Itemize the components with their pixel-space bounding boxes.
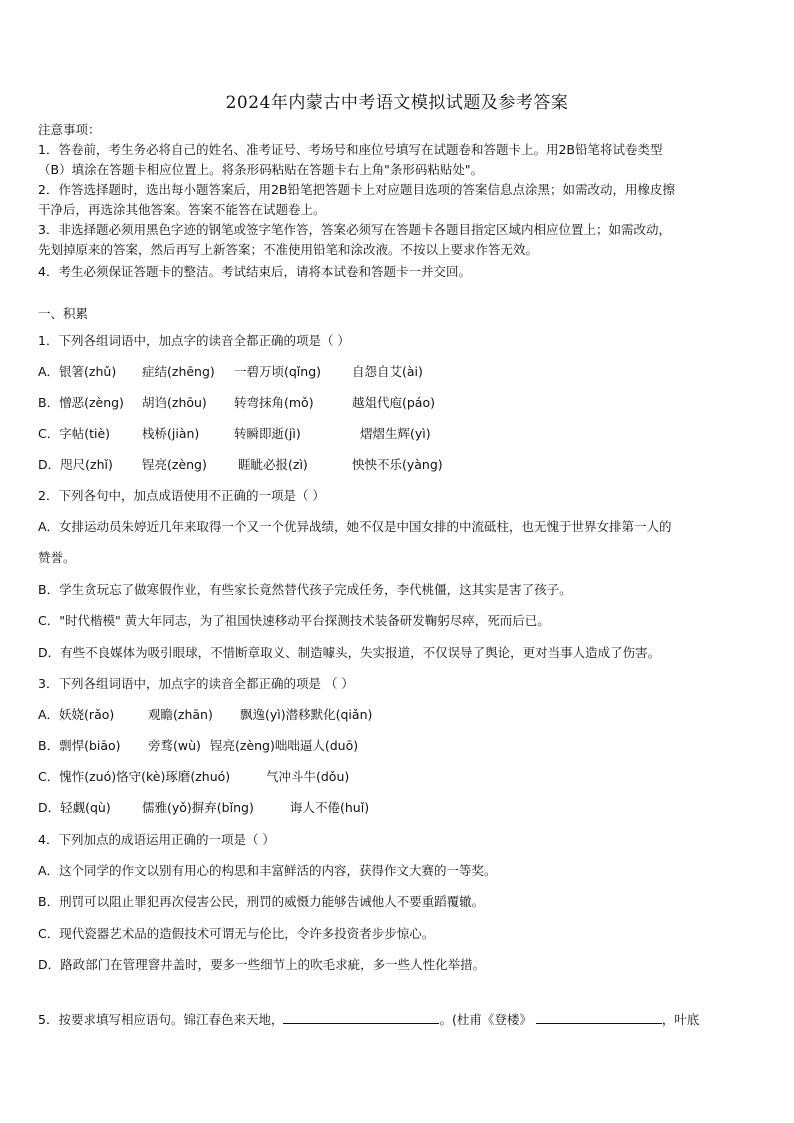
option-term: 栈桥(jiàn) [142, 426, 200, 441]
option-term: 旁骛(wù) [148, 738, 201, 753]
option-term: 症结(zhēng) [142, 364, 215, 379]
note-line: 4．考生必须保证答题卡的整洁。考试结束后，请将本试卷和答题卡一并交回。 [38, 264, 471, 279]
question-5-text: 。(杜甫《登楼》 [439, 1012, 532, 1027]
question-3-option-a [38, 707, 372, 723]
question-1-option-d [38, 457, 443, 473]
question-2-option-c: C．"时代楷模" 黄大年同志，为了祖国快速移动平台探测技术装备研发鞠躬尽瘁，死而后已。 [38, 613, 550, 628]
question-2-option-b: B．学生贪玩忘了做寒假作业，有些家长竟然替代孩子完成任务，李代桃僵，这其实是害了孩子。 [38, 582, 572, 597]
page-title: 2024年内蒙古中考语文模拟试题及参考答案 [225, 93, 569, 113]
option-term: A．银箸(zhǔ) [38, 364, 117, 379]
option-term: B．剽悍(biāo) [38, 738, 121, 753]
question-4-option-c: C．现代瓷器艺术品的造假技术可谓无与伦比，令许多投资者步步惊心。 [38, 926, 435, 941]
answer-blank-2[interactable] [536, 1011, 662, 1024]
option-term: C．字帖(tiè) [38, 426, 111, 441]
option-term: 一碧万顷(qǐng) [234, 364, 322, 379]
question-5-text: ，叶底 [661, 1012, 700, 1027]
question-4-option-b: B．刑罚可以阻止罪犯再次侵害公民，刑罚的威慑力能够告诫他人不要重蹈覆辙。 [38, 894, 485, 909]
question-3-option-c [38, 769, 349, 785]
question-1-option-b [38, 395, 435, 411]
notes-heading: 注意事项： [38, 122, 101, 137]
option-term: B．憎恶(zèng) [38, 395, 124, 410]
question-4-option-d: D．路政部门在管理窨井盖时，要多一些细节上的吹毛求疵，多一些人性化举措。 [38, 957, 486, 972]
option-term: 越俎代庖(páo) [352, 395, 435, 410]
option-term: 飘逸(yì)潜移默化(qiǎn) [240, 707, 373, 722]
option-term: D．咫尺(zhǐ) [38, 457, 113, 472]
option-term: 转瞬即逝(jì) [234, 426, 301, 441]
option-term: 儒雅(yǒ)摒弃(bǐng) [142, 800, 254, 815]
question-5 [38, 1011, 699, 1028]
note-line: 3．非选择题必须用黑色字迹的钢笔或签字笔作答，答案必须写在答题卡各题目指定区域内相应位置上；如需改动， [38, 222, 671, 237]
option-term: 自怨自艾(ài) [352, 364, 423, 379]
option-term: 胡诌(zhōu) [142, 395, 207, 410]
section-heading: 一、积累 [38, 306, 89, 321]
question-1-option-a [38, 364, 423, 380]
answer-blank-1[interactable] [283, 1011, 439, 1024]
option-term: 诲人不倦(huǐ) [290, 800, 370, 815]
question-3-stem: 3．下列各组词语中，加点字的读音全都正确的项是 （ ） [38, 676, 354, 691]
question-5-text: 5．按要求填写相应语句。锦江春色来天地， [38, 1012, 284, 1027]
question-2-option-d: D．有些不良媒体为吸引眼球，不惜断章取义、制造噱头，失实报道，不仅误导了舆论，更对当事人造成了伤害。 [38, 645, 661, 660]
question-4-option-a: A．这个同学的作文以别有用心的构思和丰富鲜活的内容，获得作文大赛的一等奖。 [38, 863, 497, 878]
option-term: 怏怏不乐(yàng) [352, 457, 443, 472]
question-3-option-b [38, 738, 358, 754]
note-line: 2．作答选择题时，选出每小题答案后，用2B铅笔把答题卡上对应题目选项的答案信息点涂黑；如需改动，用橡皮擦 [38, 182, 675, 197]
option-term: A．妖娆(rǎo) [38, 707, 115, 722]
option-term: D．轻觑(qù) [38, 800, 111, 815]
question-2-option-a: A．女排运动员朱婷近几年来取得一个又一个优异战绩，她不仅是中国女排的中流砥柱，也无愧于世界女排第一人的 [38, 519, 672, 534]
option-term: 睚眦必报(zì) [238, 457, 308, 472]
note-line: 先划掉原来的答案，然后再写上新答案；不准使用铅笔和涂改液。不按以上要求作答无效。 [38, 242, 539, 257]
note-line: 1．答卷前，考生务必将自己的姓名、准考证号、考场号和座位号填写在试题卷和答题卡上。用2B铅笔将试卷类型 [38, 142, 663, 157]
question-2-stem: 2．下列各句中，加点成语使用不正确的一项是（ ） [38, 488, 325, 503]
option-term: C．愧怍(zuó)恪守(kè)琢磨(zhuó) [38, 769, 231, 784]
question-3-option-d [38, 800, 369, 816]
option-term: 锃亮(zèng)咄咄逼人(duō) [210, 738, 359, 753]
option-term: 气冲斗牛(dǒu) [266, 769, 350, 784]
option-term: 锃亮(zèng) [142, 457, 207, 472]
question-1-stem: 1．下列各组词语中，加点字的读音全都正确的项是（ ） [38, 333, 350, 348]
question-4-stem: 4．下列加点的成语运用正确的一项是（ ） [38, 832, 275, 847]
note-line: 干净后，再选涂其他答案。答案不能答在试题卷上。 [38, 202, 326, 217]
note-line: （B）填涂在答题卡相应位置上。将条形码粘贴在答题卡右上角"条形码粘贴处"。 [38, 162, 484, 177]
option-term: 转弯抹角(mǒ) [234, 395, 314, 410]
option-term: 观瞻(zhān) [148, 707, 213, 722]
question-1-option-c [38, 426, 431, 442]
option-term: 熠熠生辉(yì) [360, 426, 431, 441]
question-2-option-a-cont: 赞誉。 [38, 550, 76, 565]
